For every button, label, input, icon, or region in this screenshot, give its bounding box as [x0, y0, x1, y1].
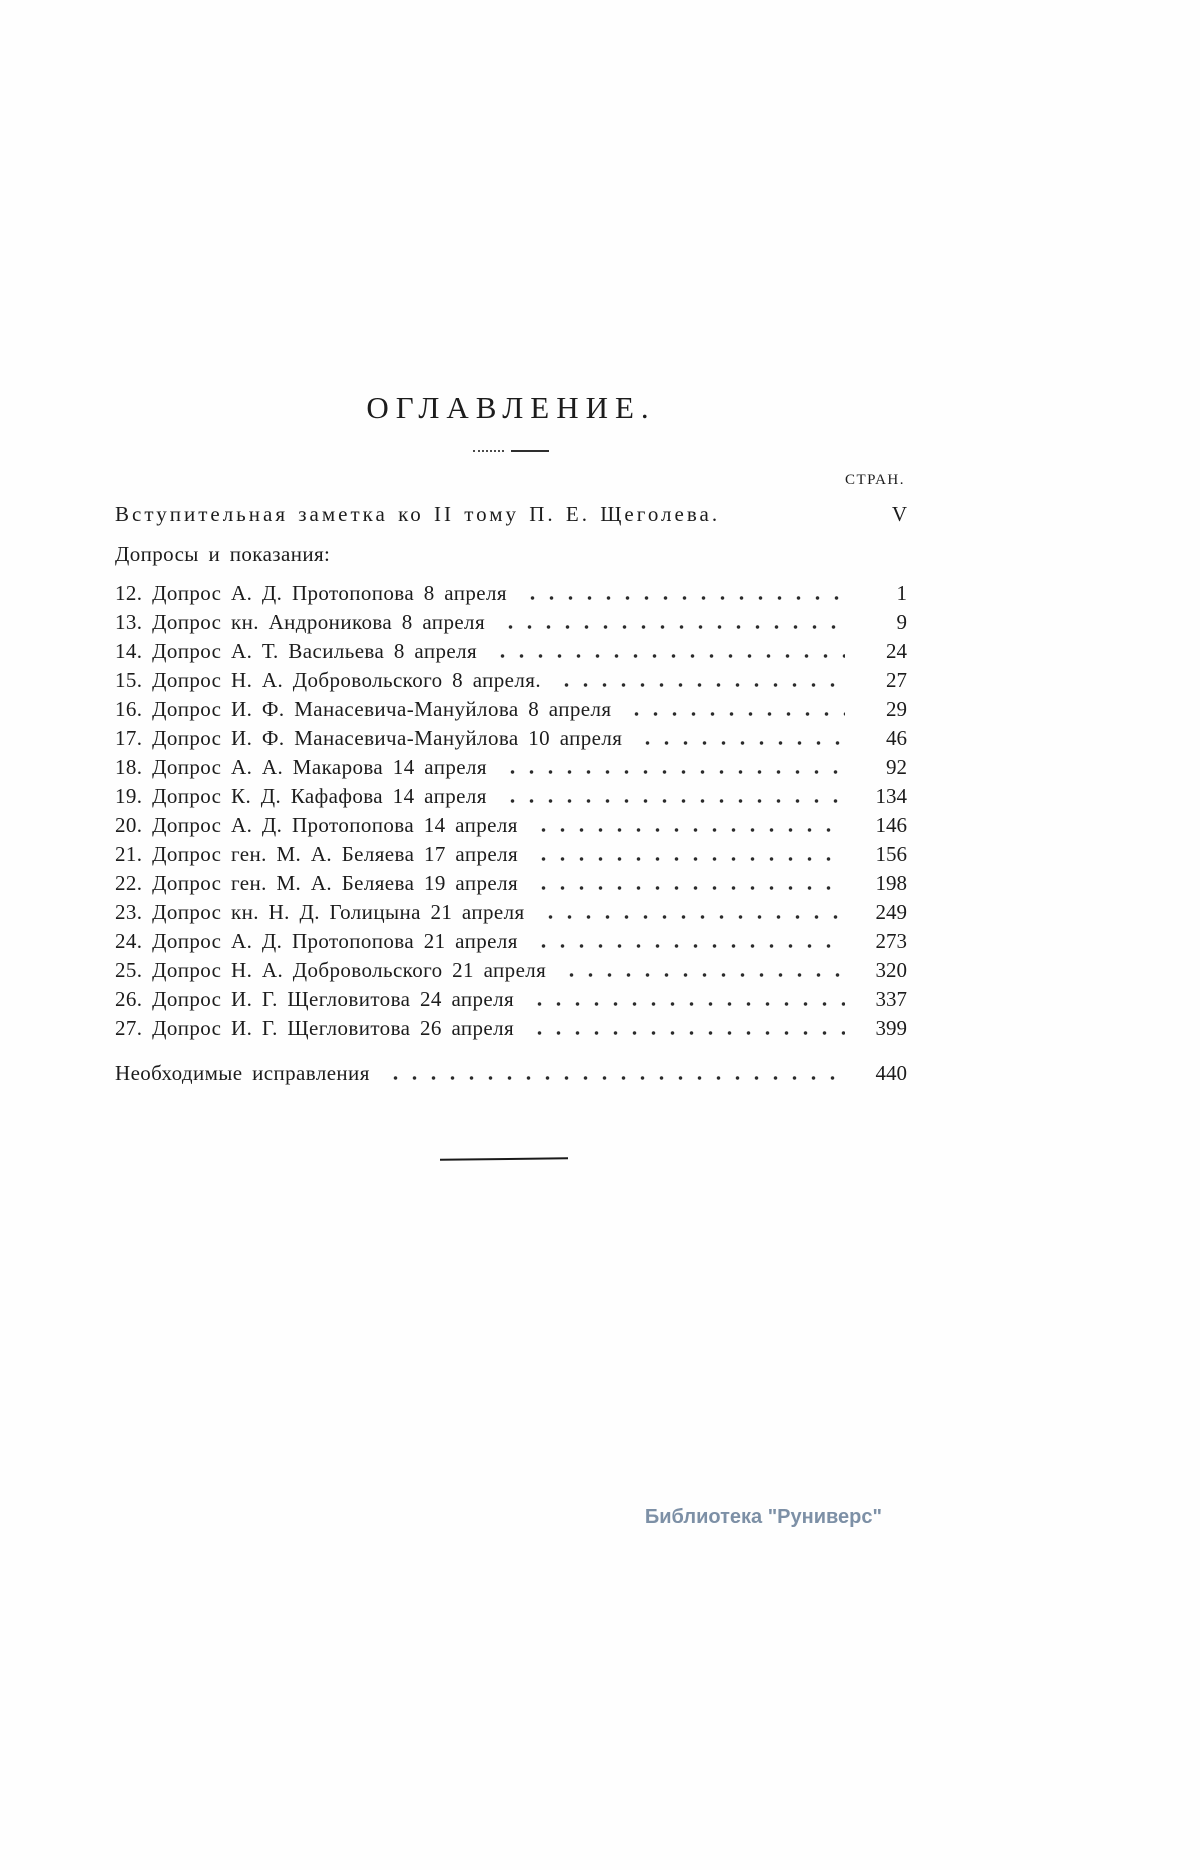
- ornament-dash-segment: [511, 450, 549, 452]
- dot-leader: [524, 985, 845, 1014]
- toc-intro-page: V: [891, 502, 907, 526]
- toc-entry-page: 337: [875, 987, 907, 1011]
- dot-leader: [528, 869, 845, 898]
- dot-leader: [487, 637, 845, 666]
- dot-leader: [551, 666, 845, 695]
- toc-section-heading: [115, 539, 907, 570]
- dot-leader: [535, 898, 845, 927]
- toc-entry-text: 17. Допрос И. Ф. Манасевича-Мануйлова 10 апреля: [115, 726, 623, 750]
- toc-entry-text: 18. Допрос А. А. Макарова 14 апреля: [115, 755, 487, 779]
- dot-leader: [524, 1014, 845, 1043]
- toc-entry-page: 27: [886, 668, 907, 692]
- toc-entry: [115, 608, 907, 637]
- toc-entry-text: 14. Допрос А. Т. Васильева 8 апреля: [115, 639, 478, 663]
- toc-entry-text: 16. Допрос И. Ф. Манасевича-Мануйлова 8 апреля: [115, 697, 612, 721]
- dot-leader: [495, 608, 845, 637]
- toc-entry: [115, 782, 907, 811]
- toc-entry: [115, 695, 907, 724]
- toc-entry: [115, 724, 907, 753]
- toc-entry-text: 24. Допрос А. Д. Протопопова 21 апреля: [115, 929, 518, 953]
- toc-entry-page: 156: [875, 842, 907, 866]
- toc-entry-page: 249: [875, 900, 907, 924]
- toc-entry-text: 23. Допрос кн. Н. Д. Голицына 21 апреля: [115, 900, 525, 924]
- toc-entry-page: 134: [875, 784, 907, 808]
- toc-entry-text: 22. Допрос ген. М. А. Беляева 19 апреля: [115, 871, 519, 895]
- toc-entry-page: 146: [875, 813, 907, 837]
- toc-entry-page: 9: [896, 610, 907, 634]
- toc-entry: [115, 956, 907, 985]
- dot-leader: [632, 724, 845, 753]
- toc-entry-page: 399: [875, 1016, 907, 1040]
- toc-entry: [115, 985, 907, 1014]
- toc-final-entry: [115, 1059, 907, 1088]
- toc-entry: [115, 666, 907, 695]
- toc-entry-page: 198: [875, 871, 907, 895]
- toc-entry-page: 1: [896, 581, 907, 605]
- toc-content: [115, 390, 907, 1088]
- dot-leader: [621, 695, 845, 724]
- toc-entry-text: 21. Допрос ген. М. А. Беляева 17 апреля: [115, 842, 519, 866]
- title-divider-ornament: [473, 450, 549, 452]
- toc-entry-page: 24: [886, 639, 907, 663]
- library-watermark: Библиотека "Руниверс": [644, 1506, 882, 1528]
- toc-entry-text: 19. Допрос К. Д. Кафафова 14 апреля: [115, 784, 487, 808]
- toc-section-heading-text: Допросы и показания:: [115, 542, 331, 566]
- toc-final-entry-text: Необходимые исправления: [115, 1061, 370, 1085]
- page-title: ОГЛАВЛЕНИЕ.: [366, 390, 656, 425]
- toc-entry-page: 320: [875, 958, 907, 982]
- dot-leader: [528, 811, 845, 840]
- toc-entry-page: 46: [886, 726, 907, 750]
- toc-entry-list: [115, 579, 907, 1043]
- toc-entry-text: 15. Допрос Н. А. Добровольского 8 апреля.: [115, 668, 541, 692]
- toc-entry: [115, 753, 907, 782]
- toc-entry: [115, 840, 907, 869]
- dot-leader: [528, 927, 845, 956]
- section-divider-line: [440, 1157, 568, 1161]
- ornament-dotted-segment: [473, 450, 504, 452]
- dot-leader: [380, 1059, 845, 1088]
- dot-leader: [497, 753, 845, 782]
- dot-leader: [556, 956, 845, 985]
- toc-entry: [115, 898, 907, 927]
- toc-intro-text: Вступительная заметка ко II тому П. Е. Щеголева.: [115, 502, 721, 526]
- toc-entry-text: 20. Допрос А. Д. Протопопова 14 апреля: [115, 813, 518, 837]
- toc-entry-page: 92: [886, 755, 907, 779]
- toc-entry-text: 26. Допрос И. Г. Щегловитова 24 апреля: [115, 987, 515, 1011]
- toc-entry-page: 29: [886, 697, 907, 721]
- toc-entry-text: 25. Допрос Н. А. Добровольского 21 апреля: [115, 958, 547, 982]
- dot-leader: [528, 840, 845, 869]
- toc-intro-row: [115, 499, 907, 530]
- toc-entry-page: 273: [875, 929, 907, 953]
- pages-column-header: СТРАН.: [844, 472, 905, 488]
- dot-leader: [517, 579, 845, 608]
- toc-entry: [115, 1014, 907, 1043]
- toc-final-entry-page: 440: [875, 1061, 907, 1085]
- toc-entry: [115, 869, 907, 898]
- toc-entry-text: 13. Допрос кн. Андроникова 8 апреля: [115, 610, 485, 634]
- toc-entry-text: 12. Допрос А. Д. Протопопова 8 апреля: [115, 581, 507, 605]
- toc-entry: [115, 811, 907, 840]
- toc-entry: [115, 637, 907, 666]
- toc-entry-text: 27. Допрос И. Г. Щегловитова 26 апреля: [115, 1016, 515, 1040]
- toc-entry: [115, 579, 907, 608]
- toc-entry: [115, 927, 907, 956]
- dot-leader: [497, 782, 845, 811]
